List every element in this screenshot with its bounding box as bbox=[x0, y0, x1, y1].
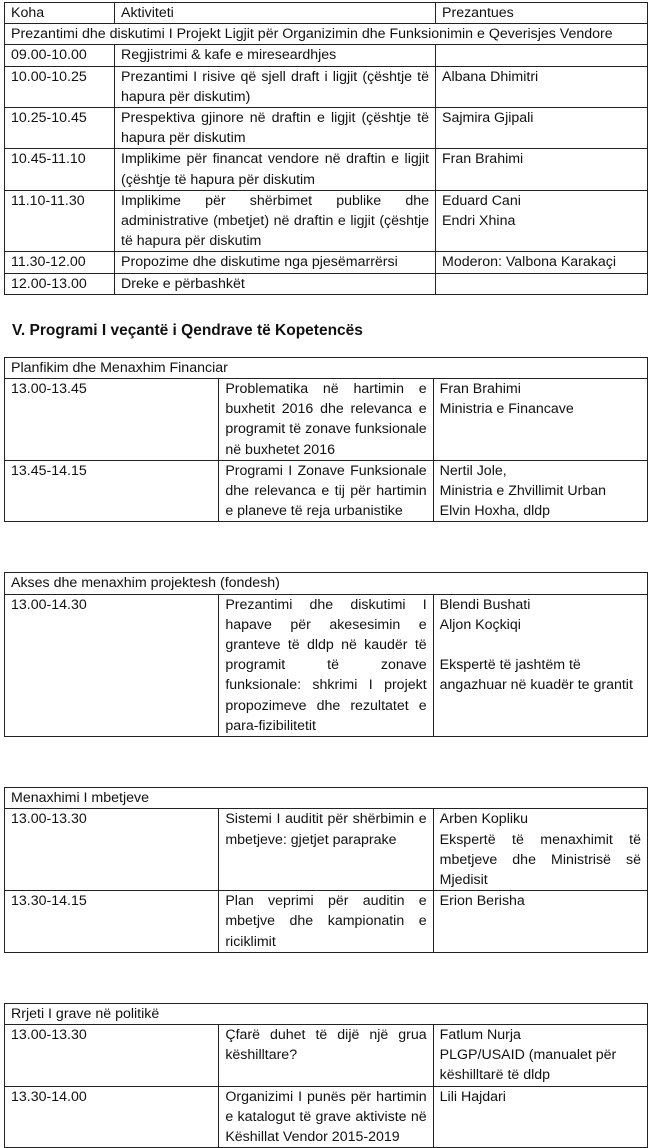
table-row bbox=[5, 108, 648, 149]
row-presenter: Eduard Cani bbox=[442, 192, 521, 209]
agenda-table-projects bbox=[4, 572, 648, 737]
table-title-row bbox=[5, 1003, 648, 1024]
section-title-row bbox=[5, 24, 648, 45]
row-time: 13.30-14.00 bbox=[5, 1086, 219, 1148]
table-row bbox=[5, 1086, 648, 1148]
row-time: 13.45-14.15 bbox=[5, 460, 219, 522]
row-presenter: Moderon: Valbona Karakaçi bbox=[436, 252, 648, 273]
table-title-row bbox=[5, 788, 648, 809]
row-presenter-2: Aljon Koçkiqi bbox=[439, 616, 521, 633]
row-presenter: Erion Berisha bbox=[433, 891, 647, 953]
table-title-row bbox=[5, 573, 648, 594]
table-row bbox=[5, 1024, 648, 1086]
row-presenter: Sajmira Gjipali bbox=[436, 108, 648, 149]
row-presenter: Fran Brahimi bbox=[439, 381, 521, 398]
table-row bbox=[5, 66, 648, 107]
row-activity: Prezantimi I risive që sjell draft i ligjit (çështje të hapura për diskutim) bbox=[115, 66, 436, 107]
row-activity: Plan veprimi për auditin e mbetjve dhe kampionatin e riciklimit bbox=[219, 891, 433, 953]
row-activity: Dreke e përbashkët bbox=[115, 273, 436, 294]
row-activity: Problematika në hartimin e buxhetit 2016 dhe relevanca e programit të zonave funksionale në buxhetet 2016 bbox=[219, 379, 433, 461]
row-activity: Implikime për shërbimet publike dhe administrative (mbetjet) në draftin e ligjit (çështje të hapura për diskutim bbox=[115, 190, 436, 252]
table-header-row bbox=[5, 3, 648, 24]
row-presenter-cell bbox=[433, 809, 647, 891]
table-row bbox=[5, 379, 648, 461]
row-time: 13.00-13.30 bbox=[5, 809, 219, 891]
table-row bbox=[5, 594, 648, 736]
row-time: 11.30-12.00 bbox=[5, 252, 115, 273]
row-presenter-cell bbox=[433, 594, 647, 736]
row-activity: Sistemi I auditit për shërbimin e mbetjeve: gjetjet paraprake bbox=[219, 809, 433, 891]
table-title: Rrjeti I grave në politikë bbox=[5, 1003, 648, 1024]
header-prezantues: Prezantues bbox=[436, 3, 648, 24]
table-row bbox=[5, 149, 648, 190]
table-title-row bbox=[5, 357, 648, 378]
row-activity: Organizimi I punës për hartimin e katalogut të grave aktiviste në Këshillat Vendor 2015-2019 bbox=[219, 1086, 433, 1148]
row-presenter bbox=[436, 45, 648, 66]
agenda-table-waste bbox=[4, 787, 648, 953]
header-koha: Koha bbox=[5, 3, 115, 24]
row-presenter-3: Ekspertë të jashtëm të angazhuar në kuadër te grantit bbox=[439, 657, 633, 694]
table-row bbox=[5, 190, 648, 252]
row-presenter-3: Elvin Hoxha, dldp bbox=[439, 503, 551, 520]
table-row bbox=[5, 273, 648, 294]
row-time: 09.00-10.00 bbox=[5, 45, 115, 66]
row-presenter: Arben Kopliku bbox=[439, 811, 528, 828]
row-presenter: Blendi Bushati bbox=[439, 596, 531, 613]
spacer bbox=[4, 737, 648, 787]
table-row bbox=[5, 460, 648, 522]
row-time: 10.45-11.10 bbox=[5, 149, 115, 190]
row-activity: Prespektiva gjinore në draftin e ligjit (çështje të hapura për diskutim bbox=[115, 108, 436, 149]
section-heading: V. Programi I veçantë i Qendrave të Kopetencës bbox=[12, 321, 363, 339]
row-presenter: Fran Brahimi bbox=[436, 149, 648, 190]
table-row bbox=[5, 809, 648, 891]
row-time: 13.00-14.30 bbox=[5, 594, 219, 736]
row-time: 13.30-14.15 bbox=[5, 891, 219, 953]
row-presenter-2: Ekspertë të menaxhimit të mbetjeve dhe Ministrisë së Mjedisit bbox=[439, 831, 641, 888]
row-presenter: Nertil Jole, bbox=[439, 462, 507, 479]
row-presenter-2: Ministria e Zhvillimit Urban bbox=[439, 483, 606, 500]
row-presenter: Fatlum Nurja bbox=[439, 1026, 521, 1043]
row-activity: Regjistrimi & kafe e mireseardhjes bbox=[115, 45, 436, 66]
agenda-table-morning bbox=[4, 2, 648, 295]
row-time: 10.25-10.45 bbox=[5, 108, 115, 149]
row-presenter bbox=[436, 273, 648, 294]
row-time: 12.00-13.00 bbox=[5, 273, 115, 294]
spacer bbox=[4, 953, 648, 1003]
table-row bbox=[5, 45, 648, 66]
table-title: Menaxhimi I mbetjeve bbox=[5, 788, 648, 809]
row-activity: Prezantimi dhe diskutimi I hapave për akesesimin e granteve të dldp në kaudër të programit të zonave funksionale: shkrimi I projekt propozimeve dhe rezultatet e para-fizibilitetit bbox=[219, 594, 433, 736]
row-activity: Çfarë duhet të dijë një grua këshilltare? bbox=[219, 1024, 433, 1086]
table-row bbox=[5, 252, 648, 273]
spacer bbox=[4, 522, 648, 572]
row-time: 11.10-11.30 bbox=[5, 190, 115, 252]
row-time: 10.00-10.25 bbox=[5, 66, 115, 107]
spacer bbox=[440, 635, 641, 655]
row-presenter-2: PLGP/USAID (manualet për këshilltarë të dldp bbox=[439, 1047, 617, 1084]
row-presenter-2: Ministria e Financave bbox=[439, 401, 574, 418]
row-time: 13.00-13.30 bbox=[5, 1024, 219, 1086]
agenda-table-finance bbox=[4, 357, 648, 523]
section-title: Prezantimi dhe diskutimi I Projekt Ligjit për Organizimin dhe Funksionimin e Qeverisjes Vendore bbox=[5, 24, 648, 45]
row-presenter: Lili Hajdari bbox=[433, 1086, 647, 1148]
row-activity: Programi I Zonave Funksionale dhe relevanca e tij për hartimin e planeve të reja urbanistike bbox=[219, 460, 433, 522]
row-activity: Propozime dhe diskutime nga pjesëmarrërsi bbox=[115, 252, 436, 273]
row-presenter-2: Endri Xhina bbox=[442, 213, 516, 230]
agenda-table-women-network bbox=[4, 1003, 648, 1148]
table-title: Akses dhe menaxhim projektesh (fondesh) bbox=[5, 573, 648, 594]
row-time: 13.00-13.45 bbox=[5, 379, 219, 461]
row-presenter-cell bbox=[436, 190, 648, 252]
row-presenter-cell bbox=[433, 1024, 647, 1086]
header-aktiviteti: Aktiviteti bbox=[115, 3, 436, 24]
row-presenter: Albana Dhimitri bbox=[436, 66, 648, 107]
row-presenter-cell bbox=[433, 460, 647, 522]
row-activity: Implikime për financat vendore në draftin e ligjit (çështje të hapura për diskutim bbox=[115, 149, 436, 190]
table-row bbox=[5, 891, 648, 953]
table-title: Planfikim dhe Menaxhim Financiar bbox=[5, 357, 648, 378]
row-presenter-cell bbox=[433, 379, 647, 461]
